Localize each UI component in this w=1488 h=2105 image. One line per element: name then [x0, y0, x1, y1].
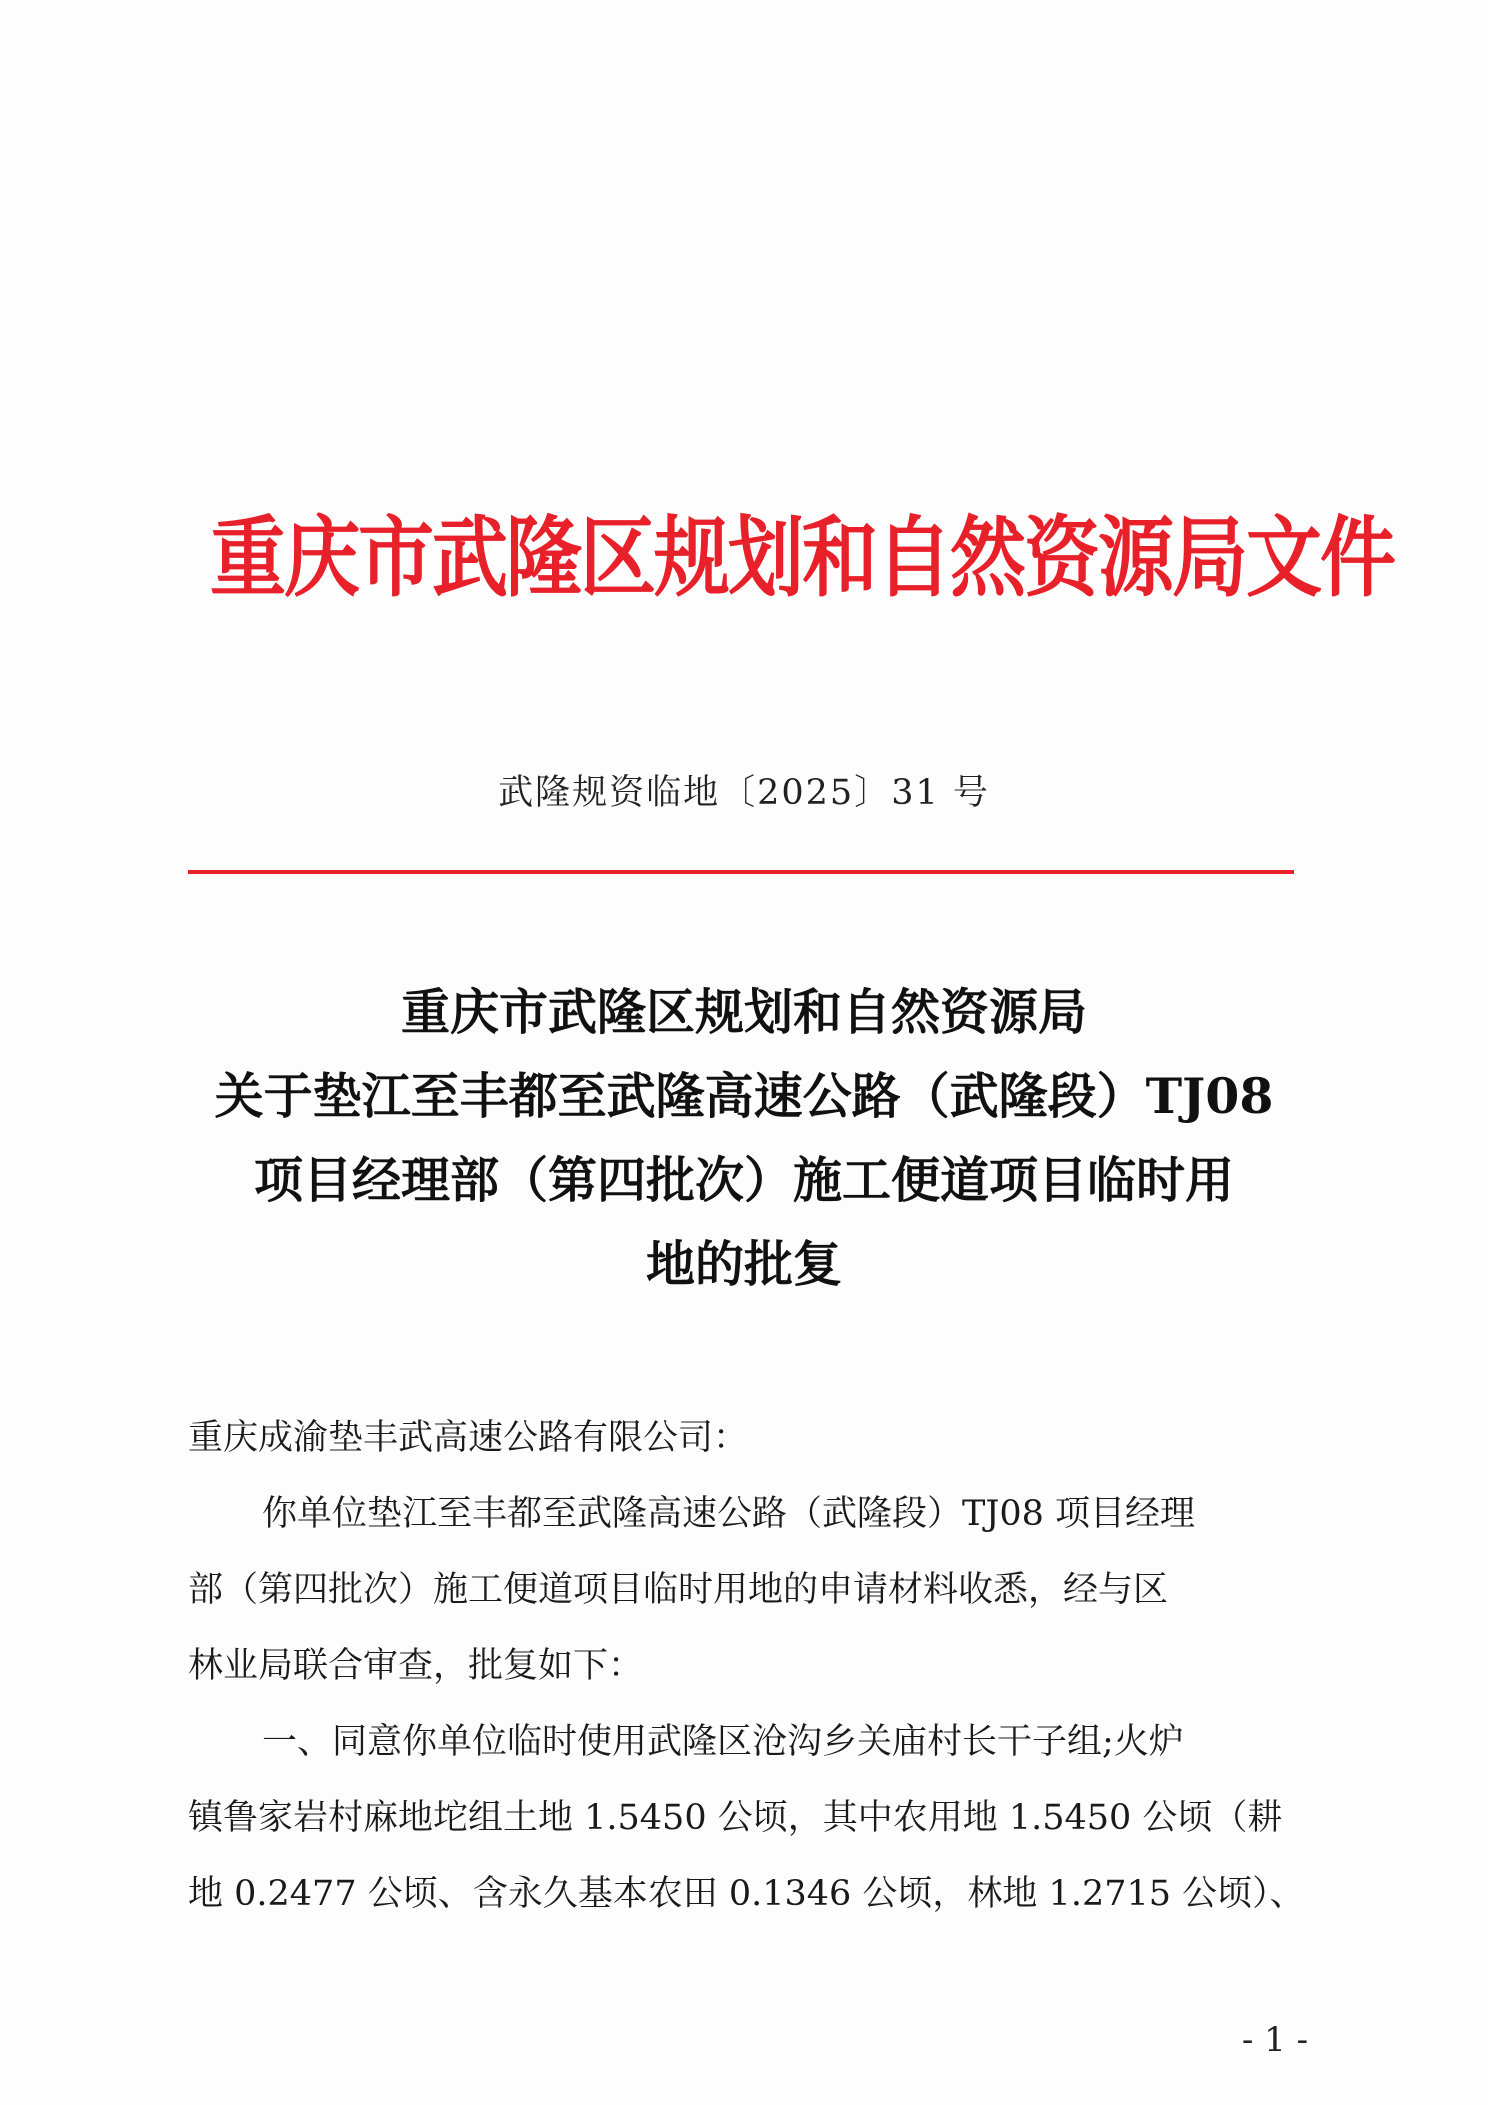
title-line: 重庆市武隆区规划和自然资源局 [400, 983, 1087, 1041]
document-title [170, 970, 1318, 1306]
document-number: 武隆规资临地〔2025〕31 号 [498, 773, 990, 813]
addressee-line: 重庆成渝垫丰武高速公路有限公司： [188, 1418, 749, 1458]
title-line: 地的批复 [645, 1235, 842, 1293]
red-divider-rule [188, 870, 1294, 874]
body-line: 你单位垫江至丰都至武隆高速公路（武隆段）TJ08 项目经理 [262, 1494, 1196, 1534]
title-line: 关于垫江至丰都至武隆高速公路（武隆段）TJ08 [214, 1067, 1274, 1125]
body-line: 一、同意你单位临时使用武隆区沧沟乡关庙村长干子组;火炉 [262, 1722, 1184, 1762]
body-line: 林业局联合审查，批复如下： [188, 1646, 644, 1686]
masthead-title: 重庆市武隆区规划和自然资源局文件 [210, 506, 1394, 609]
body-line: 地 0.2477 公顷、含永久基本农田 0.1346 公顷，林地 1.2715 公顷）、 [188, 1874, 1305, 1914]
page-number: - 1 - [1241, 2020, 1309, 2060]
body-line: 镇鲁家岩村麻地坨组土地 1.5450 公顷，其中农用地 1.5450 公顷（耕 [188, 1798, 1283, 1838]
document-body [188, 1400, 1306, 1932]
body-line: 部（第四批次）施工便道项目临时用地的申请材料收悉，经与区 [188, 1570, 1169, 1610]
title-line: 项目经理部（第四批次）施工便道项目临时用 [253, 1151, 1234, 1209]
